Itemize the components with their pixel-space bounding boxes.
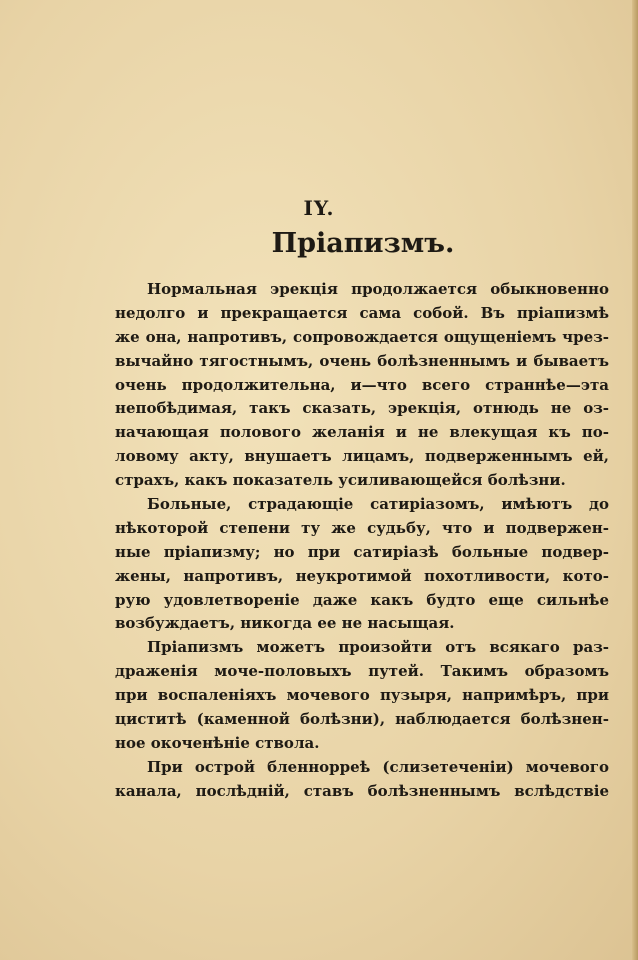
text-line: возбуждаетъ, никогда ее не насыщая. — [115, 614, 455, 633]
text-line: очень продолжительна, и—что всего страннѣе—эта — [115, 375, 609, 394]
text-line: Пріапизмъ можетъ произойти отъ всякаго раз- — [147, 638, 609, 657]
text-line: при воспаленіяхъ мочевого пузыря, напримѣръ, при — [115, 686, 609, 705]
text-line: вычайно тягостнымъ, очень болѣзненнымъ и бываетъ — [115, 351, 609, 370]
text-line: Нормальная эрекція продолжается обыкновенно — [147, 280, 609, 298]
text-line: же она, напротивъ, сопровождается ощущеніемъ чрез- — [115, 327, 609, 346]
text-line: драженія моче-половыхъ путей. Такимъ образомъ — [115, 662, 609, 681]
text-line: жены, напротивъ, неукротимой похотливости, кото- — [115, 566, 609, 585]
text-line: циститѣ (каменной болѣзни), наблюдается болѣзнен- — [115, 710, 609, 729]
text-line: ловому акту, внушаетъ лицамъ, подверженнымъ ей, — [115, 447, 609, 466]
text-line: недолго и прекращается сама собой. Въ пріапизмѣ — [115, 303, 609, 322]
chapter-number: IY. — [303, 196, 335, 220]
text-line: непобѣдимая, такъ сказать, эрекція, отнюдь не оз- — [115, 399, 609, 418]
text-line: ное окоченѣніе ствола. — [115, 733, 320, 752]
text-line: страхъ, какъ показатель усиливающейся болѣзни. — [115, 471, 566, 490]
text-line: рую удовлетвореніе даже какъ будто еще сильнѣе — [115, 590, 609, 609]
chapter-title: Пріапизмъ. — [271, 228, 455, 259]
page-edge — [632, 0, 638, 960]
text-line: канала, послѣдній, ставъ болѣзненнымъ вслѣдствіе — [115, 781, 609, 800]
text-line: начающая полового желанія и не влекущая къ по- — [115, 423, 609, 442]
body-text — [115, 278, 609, 804]
text-line: При острой бленнорреѣ (слизетеченіи) мочевого — [147, 757, 609, 776]
text-line: Больные, страдающіе сатиріазомъ, имѣютъ до — [147, 495, 609, 514]
text-line: ные пріапизму; но при сатиріазѣ больные подвер- — [115, 542, 609, 561]
text-line: нѣкоторой степени ту же судьбу, что и подвержен- — [115, 518, 609, 537]
